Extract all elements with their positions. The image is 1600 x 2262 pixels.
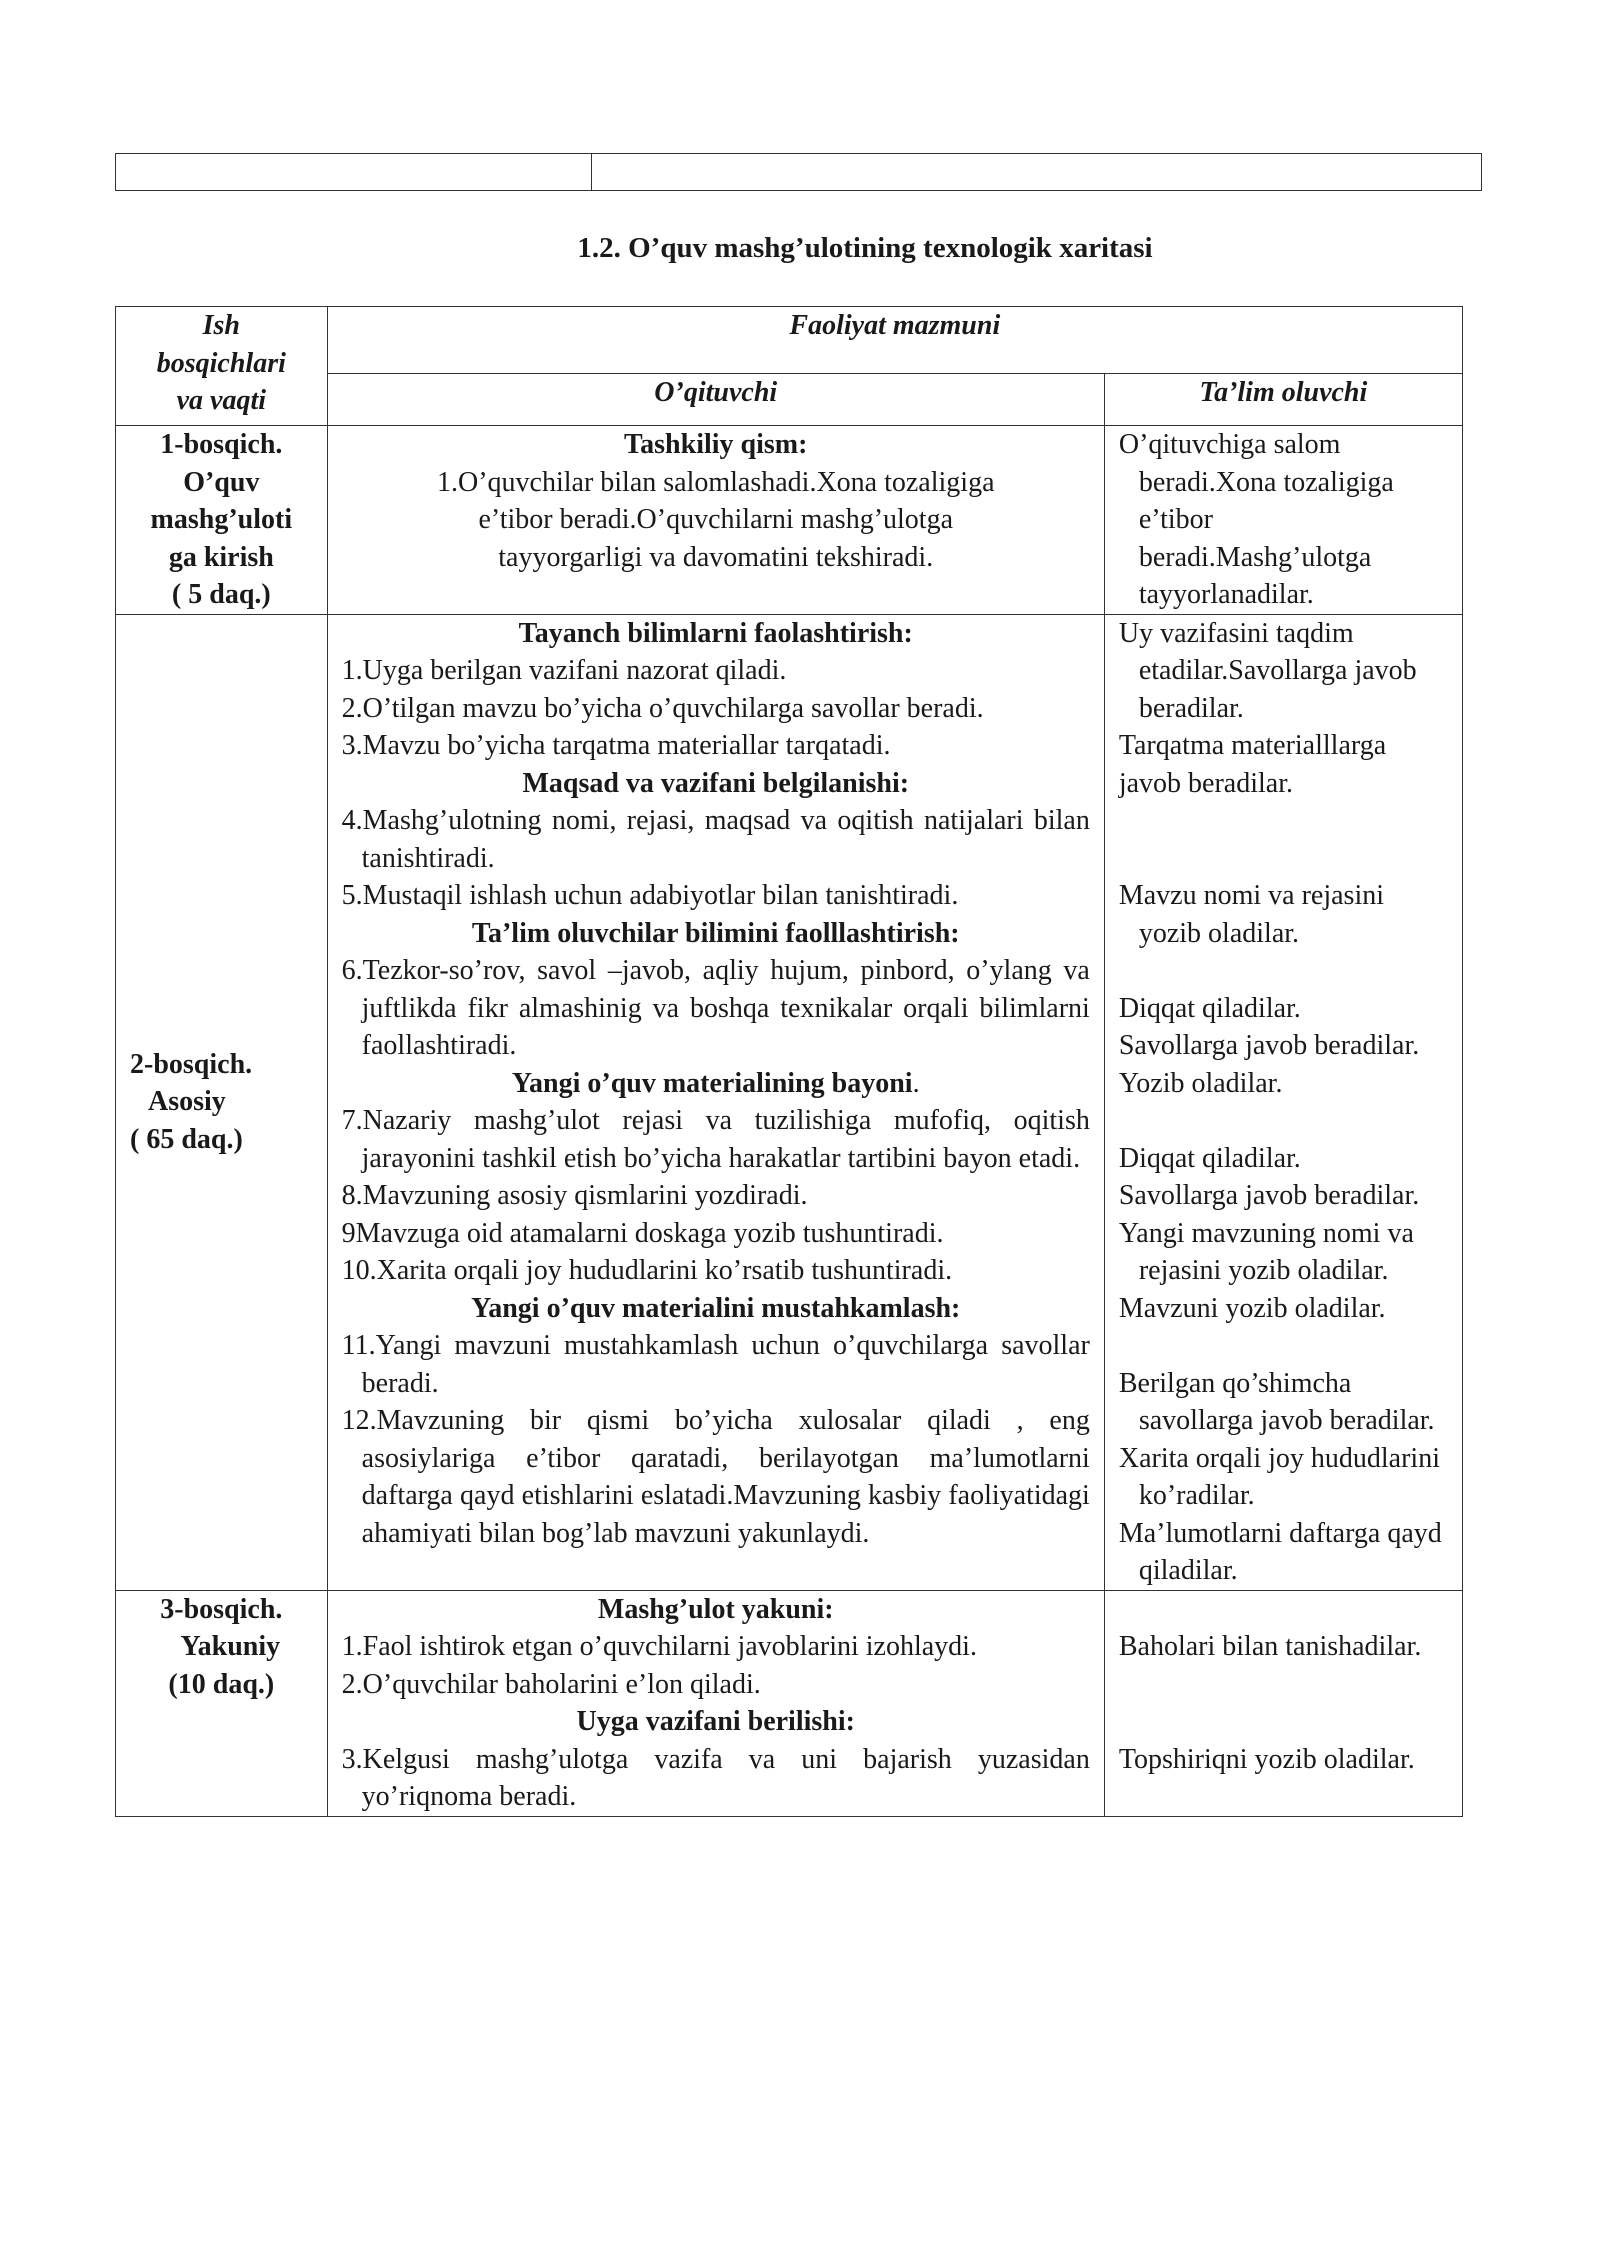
stage-2-student-item: Yangi mavzuning nomi va rejasini yozib oladilar.: [1118, 1217, 1414, 1286]
stage-2-row: [116, 614, 1463, 1590]
stage-2-student-item: Tarqatma materialllarga: [1118, 730, 1387, 761]
stage-2-heading: Yangi o’quv materialining bayoni: [511, 1067, 913, 1099]
stage-1-teacher-heading: Tashkiliy qism:: [624, 429, 808, 460]
stage-2-heading: Tayanch bilimlarni faolashtirish:: [518, 617, 913, 649]
stage-1-teacher-line: e’tibor beradi.O’quvchilarni mashg’ulotga: [478, 504, 954, 535]
stage-2-teacher-item: 2.O’tilgan mavzu bo’yicha o’quvchilarga savollar beradi.: [341, 692, 984, 724]
stage-2-student-item: Savollarga javob beradilar.: [1118, 1180, 1420, 1211]
stage-2-student-item: Xarita orqali joy hududlarini ko’radilar.: [1118, 1442, 1440, 1511]
stage-1-row: [116, 426, 1463, 615]
stage-2-teacher-item: 8.Mavzuning asosiy qismlarini yozdiradi.: [341, 1180, 808, 1211]
spacer: [1119, 1591, 1448, 1629]
stage-2-heading-dot: .: [912, 1067, 920, 1099]
stage-2-student-item: Berilgan qo’shimcha savollarga javob beradilar.: [1118, 1367, 1435, 1436]
spacer: [1119, 1102, 1448, 1140]
stage-3-label-line: Yakuniy: [180, 1631, 281, 1662]
stage-1-label-line: 1-bosqich.: [160, 429, 283, 460]
stage-1-teacher-line: tayyorgarligi va davomatini tekshiradi.: [498, 541, 934, 573]
stage-3-teacher-item: 3.Kelgusi mashg’ulotga vazifa va uni bajarish yuzasidan yo’riqnoma beradi.: [341, 1743, 1090, 1812]
stage-1-label-line: mashg’uloti: [150, 504, 293, 535]
stage-3-teacher-item: 2.O’quvchilar baholarini e’lon qiladi.: [341, 1668, 761, 1700]
header-student-label: Ta’lim oluvchi: [1199, 377, 1368, 408]
stage-2-student-item: Uy vazifasini taqdim etadilar.Savollarga javob beradilar.: [1118, 617, 1417, 724]
stage-3-label-line: (10 daq.): [168, 1668, 275, 1700]
stage-3-teacher-cell: [327, 1590, 1104, 1816]
stage-2-teacher-item: 9Mavzuga oid atamalarni doskaga yozib tushuntiradi.: [341, 1217, 944, 1249]
header-stage-cell: [116, 307, 328, 426]
stage-2-teacher-item: 6.Tezkor-so’rov, savol –javob, aqliy hujum, pinbord, o’ylang va juftlikda fikr almashinig va boshqa texnikalar orqali bilimlarni faollashtiradi.: [341, 955, 1090, 1061]
stage-2-heading: Maqsad va vazifani belgilanishi:: [522, 767, 910, 799]
stage-3-teacher-item: 1.Faol ishtirok etgan o’quvchilarni javoblarini izohlaydi.: [341, 1631, 977, 1662]
stage-2-student-item: Mavzu nomi va rejasini yozib oladilar.: [1118, 880, 1384, 949]
stage-2-teacher-item: 12.Mavzuning bir qismi bo’yicha xulosalar qiladi , eng asosiylariga e’tibor qaratadi, berilayotgan ma’lumotlarni daftarga qayd etishlarini eslatadi.Mavzuning kasbiy faoliyatidagi ahamiyati bilan bog’lab mavzuni yakunlaydi.: [341, 1405, 1090, 1549]
stage-2-teacher-item: 5.Mustaqil ishlash uchun adabiyotlar bilan tanishtiradi.: [341, 880, 959, 911]
stage-1-student-cell: [1104, 426, 1462, 615]
stage-2-teacher-item: 11.Yangi mavzuni mustahkamlash uchun o’quvchilarga savollar beradi.: [341, 1330, 1090, 1399]
stage-2-label-line: 2-bosqich.: [130, 1048, 253, 1080]
header-teacher-cell: [327, 374, 1104, 426]
stage-2-label-cell: [116, 614, 328, 1590]
spacer: [1119, 1327, 1448, 1365]
stage-2-student-item: javob beradilar.: [1118, 767, 1293, 799]
section-title: [0, 232, 1600, 265]
spacer: [1119, 952, 1448, 990]
stage-3-row: [116, 1590, 1463, 1816]
stage-1-student-text: O’qituvchiga salom beradi.Xona tozaligiga e’tibor beradi.Mashg’ulotga tayyorlanadilar.: [1118, 429, 1394, 610]
stage-3-heading: Uyga vazifani berilishi:: [576, 1706, 855, 1737]
stage-3-heading: Mashg’ulot yakuni:: [597, 1593, 834, 1625]
section-title-text: 1.2. O’quv mashg’ulotining texnologik xaritasi: [577, 232, 1153, 264]
spacer: [1119, 802, 1448, 840]
stage-2-label-line: ( 65 daq.): [130, 1123, 243, 1155]
header-stage-line: bosqichlari: [156, 347, 286, 379]
spacer: [1119, 1703, 1448, 1741]
stage-2-student-item: Mavzuni yozib oladilar.: [1118, 1292, 1386, 1324]
stage-2-student-item: Ma’lumotlarni daftarga qayd qiladilar.: [1118, 1517, 1442, 1586]
stage-1-label-line: O’quv: [183, 466, 260, 498]
stage-2-teacher-item: 7.Nazariy mashg’ulot rejasi va tuzilishiga mufofiq, oqitish jarayonini tashkil etish bo’yicha harakatlar tartibini bayon etadi.: [341, 1105, 1090, 1174]
stage-2-student-item: Yozib oladilar.: [1118, 1067, 1283, 1099]
header-row-1: [116, 307, 1463, 374]
stage-2-teacher-item: 1.Uyga berilgan vazifani nazorat qiladi.: [341, 655, 787, 686]
spacer: [1119, 1666, 1448, 1704]
stage-3-label-cell: [116, 1590, 328, 1816]
stage-2-heading-row: [342, 1065, 1090, 1103]
stage-1-label-line: ( 5 daq.): [171, 579, 271, 610]
header-teacher-label: O’qituvchi: [654, 377, 778, 408]
stage-1-label-line: ga kirish: [168, 541, 274, 573]
stage-3-student-item: Topshiriqni yozib oladilar.: [1118, 1743, 1415, 1775]
stage-2-teacher-item: 3.Mavzu bo’yicha tarqatma materiallar tarqatadi.: [341, 730, 891, 761]
header-activity-label: Faoliyat mazmuni: [789, 310, 1001, 341]
stage-2-student-cell: [1104, 614, 1462, 1590]
stage-1-label-cell: [116, 426, 328, 615]
stage-2-student-item: Diqqat qiladilar.: [1118, 992, 1301, 1024]
stage-3-student-item: Baholari bilan tanishadilar.: [1118, 1631, 1422, 1662]
stage-3-label-line: 3-bosqich.: [160, 1593, 283, 1625]
stage-1-teacher-line: 1.O’quvchilar bilan salomlashadi.Xona tozaligiga: [436, 466, 995, 498]
technology-map-table: [115, 306, 1463, 1817]
header-activity-cell: [327, 307, 1462, 374]
header-stage-line: Ish: [202, 310, 241, 341]
stage-2-teacher-cell: [327, 614, 1104, 1590]
stage-2-heading: Ta’lim oluvchilar bilimini faolllashtirish:: [471, 917, 960, 949]
stage-2-heading: Yangi o’quv materialini mustahkamlash:: [471, 1292, 961, 1324]
empty-cell-right: [592, 154, 1481, 190]
stage-2-student-item: Savollarga javob beradilar.: [1118, 1030, 1420, 1061]
stage-2-teacher-item: 4.Mashg’ulotning nomi, rejasi, maqsad va oqitish natijalari bilan tanishtiradi.: [341, 805, 1090, 874]
header-student-cell: [1104, 374, 1462, 426]
stage-3-student-cell: [1104, 1590, 1462, 1816]
empty-header-table: [115, 153, 1482, 191]
stage-1-teacher-cell: [327, 426, 1104, 615]
header-stage-line: va vaqti: [176, 385, 267, 416]
stage-2-student-item: Diqqat qiladilar.: [1118, 1142, 1301, 1174]
spacer: [1119, 840, 1448, 878]
stage-2-teacher-item: 10.Xarita orqali joy hududlarini ko’rsatib tushuntiradi.: [341, 1255, 953, 1286]
stage-2-label-line: Asosiy: [148, 1086, 226, 1118]
empty-cell-left: [116, 154, 592, 190]
